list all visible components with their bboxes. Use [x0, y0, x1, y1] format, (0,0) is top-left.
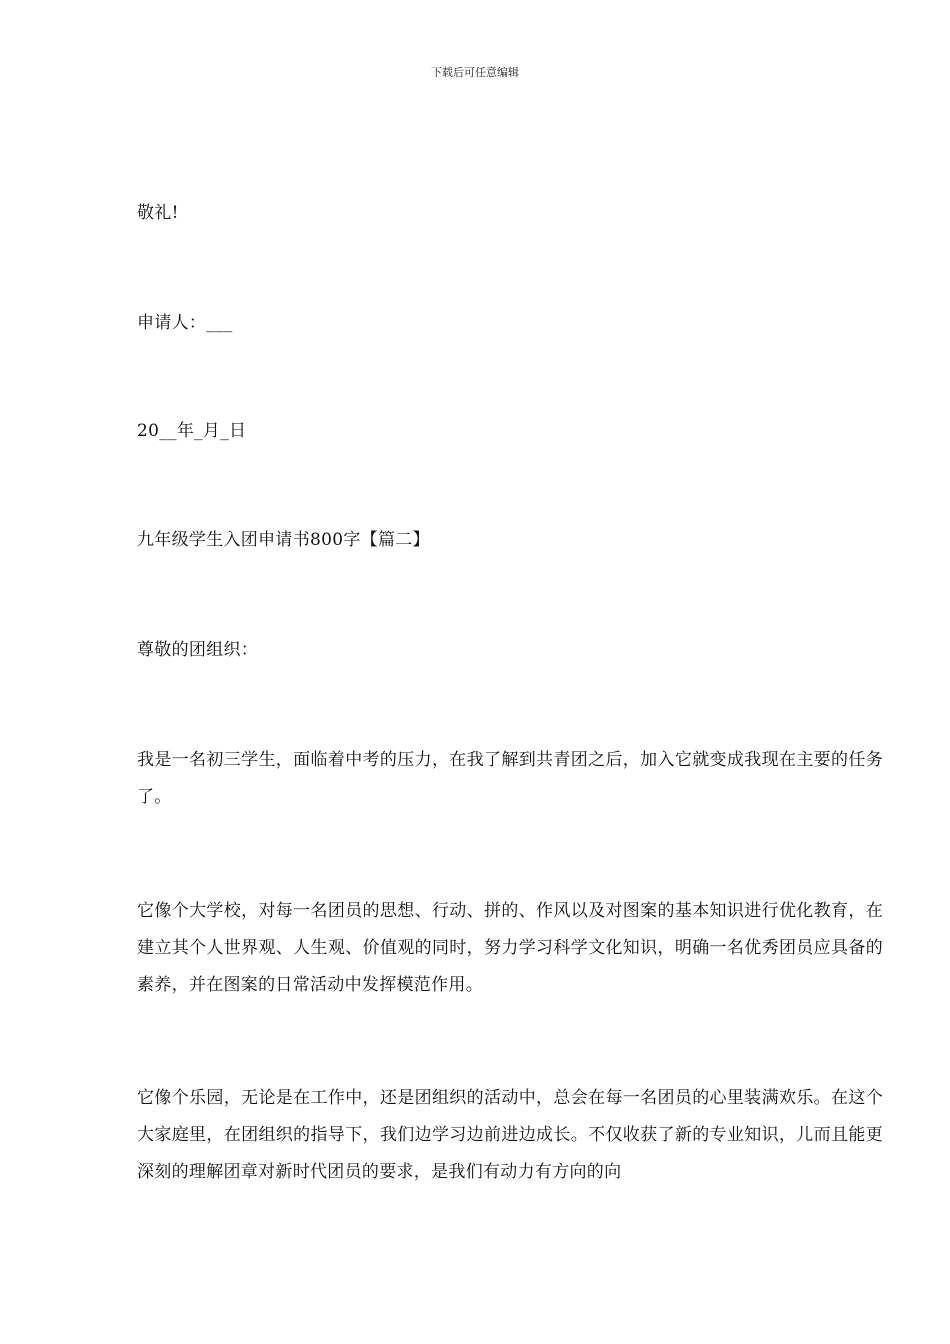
body-paragraph: 它像个大学校，对每一名团员的思想、行动、拼的、作风以及对图案的基本知识进行优化教育，在建立其个人世界观、人生观、价值观的同时，努力学习科学文化知识，明确一名优秀团员应具备的素养，并在图案的日常活动中发挥模范作用。: [137, 901, 883, 995]
salutation: 尊敬的团组织：: [137, 640, 259, 660]
applicant-line: 申请人：___: [137, 313, 233, 333]
body-paragraph: 我是一名初三学生，面临着中考的压力，在我了解到共青团之后，加入它就变成我现在主要的任务了。: [137, 750, 883, 807]
date-line: 20__年_月_日: [137, 421, 247, 441]
page-header-note: 下载后可任意编辑: [431, 66, 519, 79]
body-paragraph: 它像个乐园，无论是在工作中，还是团组织的活动中，总会在每一名团员的心里装满欢乐。在这个大家庭里，在团组织的指导下，我们边学习边前进边成长。不仅收获了新的专业知识，儿而且能更深刻的理解团章对新时代团员的要求，是我们有动力有方向的向: [137, 1088, 883, 1182]
letter-closing: 敬礼!: [137, 203, 179, 223]
section-title: 九年级学生入团申请书800字【篇二】: [137, 530, 430, 550]
